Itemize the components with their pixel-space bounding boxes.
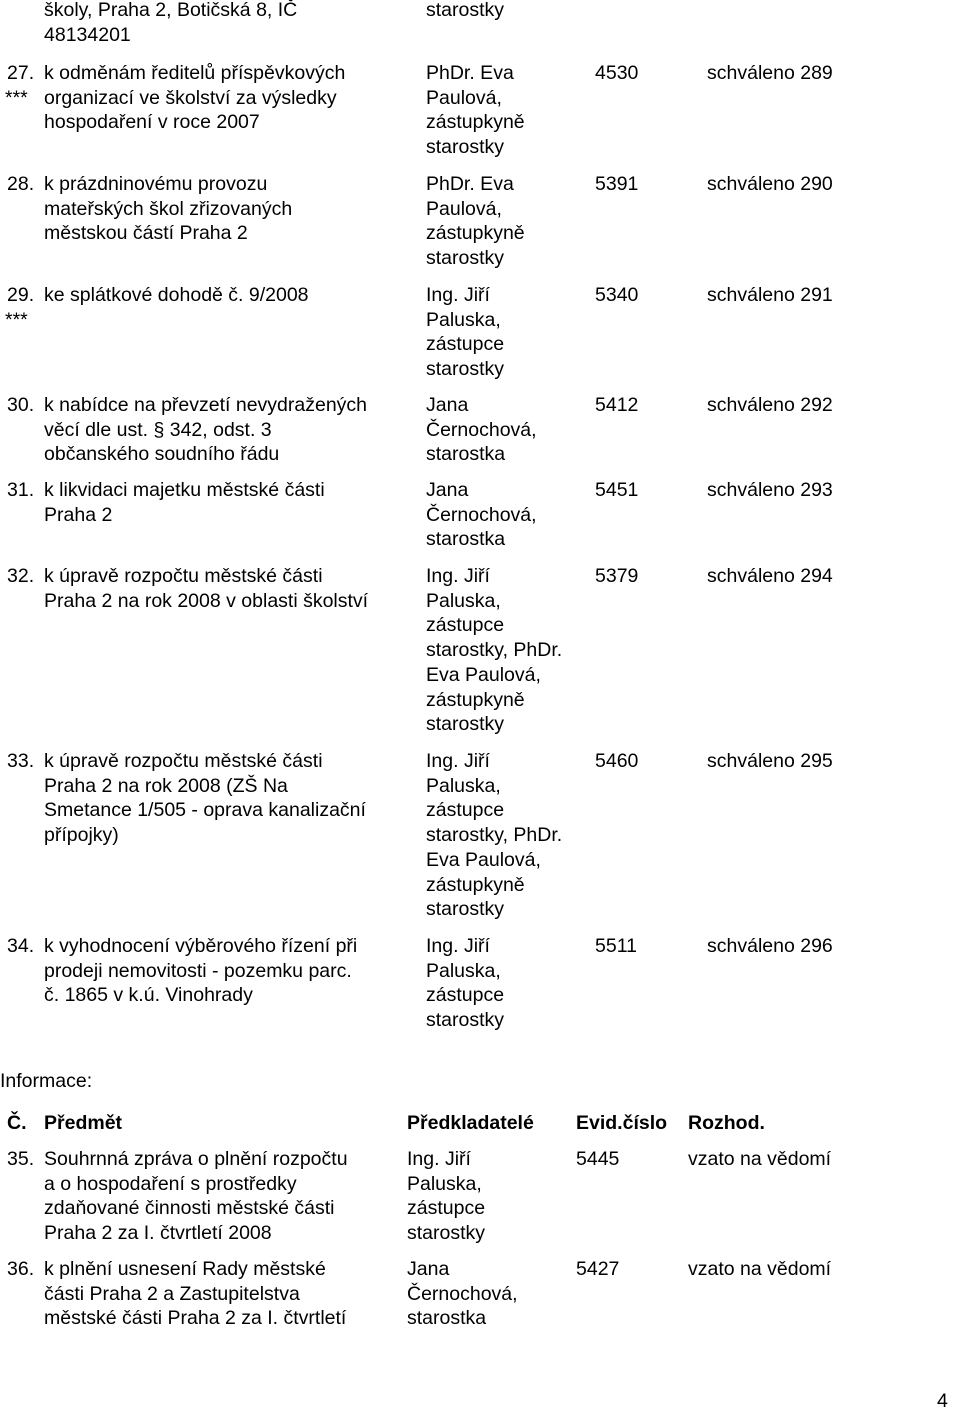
subject-text-line: části Praha 2 a Zastupitelstva [44, 1282, 300, 1305]
decision-text: schváleno 293 [707, 479, 833, 501]
subject-text [44, 61, 345, 135]
subject-text [44, 749, 366, 848]
subject-text-line: organizací ve školství za výsledky [44, 86, 337, 109]
subject-text-line: mateřských škol zřizovaných [44, 197, 293, 220]
subject-text [44, 564, 368, 613]
importance-mark: *** [5, 86, 28, 109]
proposer-text-line: starostky [407, 1222, 486, 1245]
decision-text: schváleno 290 [707, 173, 833, 195]
subject-text-line: věcí dle ust. § 342, odst. 3 [44, 418, 272, 441]
proposer-text-line: starostka [407, 1307, 487, 1330]
proposer-text-line: Eva Paulová, [426, 663, 541, 686]
proposer-text-line: Paulová, [426, 197, 502, 220]
importance-mark: *** [5, 308, 28, 331]
column-header-decision: Rozhod. [688, 1112, 765, 1134]
subject-text-line: ke splátkové dohodě č. 9/2008 [44, 284, 309, 306]
proposer-text-line: starostky [426, 247, 505, 270]
proposer-text-line: starostky [426, 713, 505, 736]
subject-text-line: k úpravě rozpočtu městské části [44, 565, 323, 587]
proposer-text [426, 393, 537, 467]
proposer-text-line: zástupce [426, 614, 505, 637]
evidence-number: 5445 [576, 1148, 620, 1170]
subject-text-line: k plnění usnesení Rady městské [44, 1258, 326, 1280]
item-number: 32. [7, 565, 35, 587]
subject-text [44, 283, 309, 308]
subject-text [44, 172, 292, 246]
proposer-text [426, 749, 562, 922]
subject-text-line: k likvidaci majetku městské části [44, 479, 325, 501]
item-number: 36. [7, 1258, 35, 1280]
item-number: 35. [7, 1148, 35, 1170]
proposer-text-line: Paulová, [426, 86, 502, 109]
evidence-number: 5460 [595, 750, 639, 772]
subject-text-line: a o hospodaření s prostředky [44, 1172, 297, 1195]
subject-text-line: č. 1865 v k.ú. Vinohrady [44, 984, 253, 1007]
proposer-text-line: zástupce [407, 1197, 486, 1220]
proposer-text [407, 1257, 518, 1331]
evidence-number: 5427 [576, 1258, 620, 1280]
proposer-text-line: PhDr. Eva [426, 62, 514, 84]
subject-text [44, 1257, 346, 1331]
proposer-text-line: Paluska, [426, 308, 501, 331]
decision-text: schváleno 296 [707, 935, 833, 957]
proposer-text-line: starostka [426, 528, 506, 551]
proposer-text-line: Ing. Jiří [426, 750, 490, 772]
proposer-text-line: zástupkyně [426, 222, 525, 245]
proposer-text-line: Černochová, [426, 418, 537, 441]
item-number: 34. [7, 935, 35, 957]
subject-text-line: 48134201 [44, 23, 131, 46]
proposer-text-line: Ing. Jiří [426, 284, 490, 306]
proposer-text [426, 934, 504, 1033]
proposer-text-line: Jana [407, 1258, 450, 1280]
subject-text-line: k nabídce na převzetí nevydražených [44, 394, 368, 416]
column-header-proposer: Předkladatelé [407, 1112, 534, 1134]
proposer-text-line: starostky [426, 136, 505, 159]
proposer-text-line: zástupce [426, 333, 505, 356]
item-number: 33. [7, 750, 35, 772]
item-number: 31. [7, 479, 35, 501]
subject-text-line: občanského soudního řádu [44, 443, 280, 466]
column-header-evid: Evid.číslo [576, 1112, 668, 1134]
proposer-text-line: Eva Paulová, [426, 848, 541, 871]
proposer-text [426, 61, 525, 160]
subject-text [44, 393, 367, 467]
column-header-subject: Předmět [44, 1112, 123, 1134]
decision-text: schváleno 291 [707, 284, 833, 306]
evidence-number: 5379 [595, 565, 639, 587]
subject-text-line: zdaňované činnosti městské části [44, 1197, 335, 1220]
subject-text-line: k odměnám ředitelů příspěvkových [44, 62, 346, 84]
evidence-number: 5340 [595, 284, 639, 306]
subject-text [44, 934, 357, 1008]
subject-text-line: k úpravě rozpočtu městské části [44, 750, 323, 772]
proposer-text [426, 283, 504, 382]
subject-text-line: k prázdninovému provozu [44, 173, 268, 195]
proposer-text-line: starostky [426, 358, 505, 381]
proposer-text [426, 478, 537, 552]
proposer-text-line: Paluska, [407, 1172, 482, 1195]
subject-text-line: k vyhodnocení výběrového řízení při [44, 935, 358, 957]
evidence-number: 5511 [595, 935, 637, 957]
proposer-text-line: Ing. Jiří [407, 1148, 471, 1170]
proposer-text-line: Ing. Jiří [426, 935, 490, 957]
proposer-text-line: Černochová, [426, 503, 537, 526]
proposer-text-line: PhDr. Eva [426, 173, 514, 195]
subject-text-line: Praha 2 [44, 503, 113, 526]
proposer-text-line: starostky, PhDr. [426, 639, 563, 662]
subject-text-line: Smetance 1/505 - oprava kanalizační [44, 799, 366, 822]
proposer-text [407, 1147, 485, 1246]
proposer-text-line: zástupkyně [426, 111, 525, 134]
item-number: 27. [7, 62, 35, 84]
proposer-text-line: Jana [426, 479, 469, 501]
item-number: 28. [7, 173, 35, 195]
proposer-text-line: Paluska, [426, 959, 501, 982]
subject-text [44, 1147, 348, 1246]
subject-text-line: Praha 2 za I. čtvrtletí 2008 [44, 1222, 272, 1245]
evidence-number: 5391 [595, 173, 639, 195]
subject-text-line: Praha 2 na rok 2008 (ZŠ Na [44, 774, 288, 797]
subject-text-line: prodeji nemovitosti - pozemku parc. [44, 959, 352, 982]
subject-text-line: Praha 2 na rok 2008 v oblasti školství [44, 589, 369, 612]
proposer-text-line: starostka [426, 443, 506, 466]
proposer-text-line: zástupkyně [426, 873, 525, 896]
proposer-text-line: zástupkyně [426, 688, 525, 711]
proposer-text-line: Paluska, [426, 774, 501, 797]
evidence-number: 5412 [595, 394, 639, 416]
section-heading: Informace: [0, 1070, 93, 1092]
subject-text-line: hospodaření v roce 2007 [44, 111, 260, 134]
item-number: 29. [7, 284, 35, 306]
decision-text: schváleno 289 [707, 62, 833, 84]
proposer-text-line: starostky [426, 898, 505, 921]
subject-text-line: přípojky) [44, 824, 119, 847]
proposer-text-line: zástupce [426, 799, 505, 822]
proposer-text [426, 564, 562, 737]
proposer-text-line: Ing. Jiří [426, 565, 490, 587]
subject-text-line: Souhrnná zpráva o plnění rozpočtu [44, 1148, 348, 1170]
subject-text [44, 0, 297, 47]
item-number: 30. [7, 394, 35, 416]
page-number: 4 [937, 1390, 948, 1412]
proposer-text [426, 172, 525, 271]
proposer-text-line: Jana [426, 394, 469, 416]
decision-text: vzato na vědomí [688, 1258, 832, 1280]
decision-text: schváleno 294 [707, 565, 833, 587]
proposer-text-line: Černochová, [407, 1282, 518, 1305]
proposer-text-line: zástupce [426, 984, 505, 1007]
proposer-text-line: Paluska, [426, 589, 501, 612]
subject-text-line: městské části Praha 2 za I. čtvrtletí [44, 1307, 347, 1330]
subject-text [44, 478, 325, 527]
proposer-text-line: starostky [426, 0, 505, 21]
evidence-number: 5451 [595, 479, 639, 501]
evidence-number: 4530 [595, 62, 639, 84]
proposer-text-line: starostky [426, 1009, 505, 1032]
decision-text: schváleno 292 [707, 394, 833, 416]
column-header-number: Č. [7, 1112, 27, 1134]
proposer-text-line: starostky, PhDr. [426, 824, 563, 847]
proposer-text [426, 0, 504, 23]
subject-text-line: školy, Praha 2, Botičská 8, IČ [44, 0, 298, 21]
decision-text: vzato na vědomí [688, 1148, 832, 1170]
decision-text: schváleno 295 [707, 750, 833, 772]
subject-text-line: městskou částí Praha 2 [44, 222, 248, 245]
